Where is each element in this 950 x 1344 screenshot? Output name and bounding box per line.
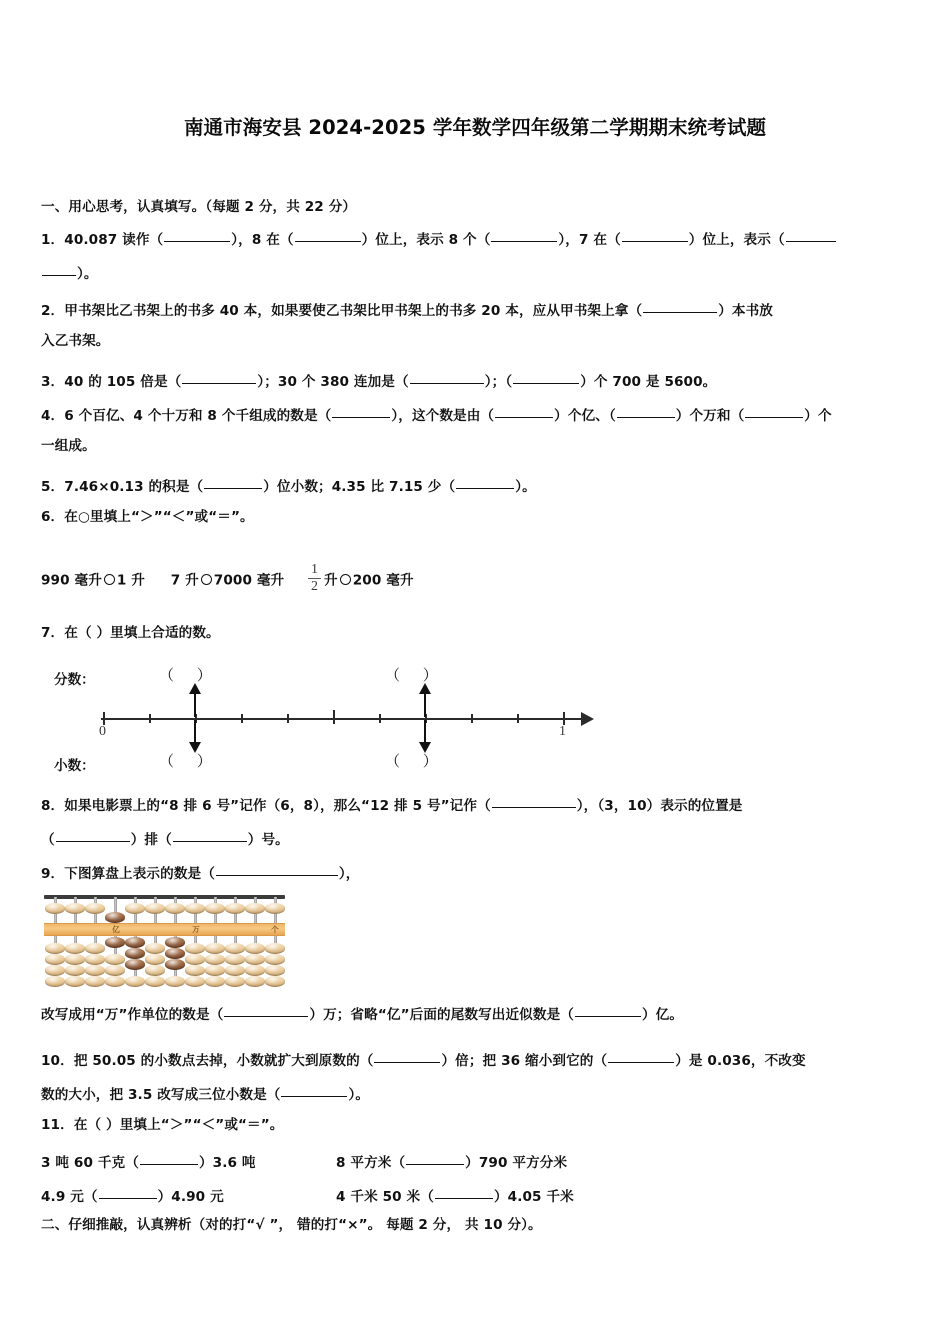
- abacus-upper-bead-7: [165, 903, 185, 914]
- q2-t1: 甲书架比乙书架上的书多 40 本，如果要使乙书架比甲书架上的书多 20 本，应从甲书架上拿（: [64, 302, 643, 319]
- abacus-rest-r8-3: [185, 965, 205, 976]
- q10-t5: ）。: [348, 1086, 370, 1103]
- q8-t4: ）排（: [130, 831, 172, 848]
- q9-t2: ），: [338, 865, 360, 882]
- abacus-rest-r8-4: [185, 976, 205, 987]
- pointer-down-left: [194, 722, 196, 744]
- abacus-rest-r2-2: [65, 954, 85, 965]
- q1-t6: ）。: [77, 265, 98, 282]
- q11-num: 11．: [41, 1117, 74, 1133]
- abacus-rest-r6-1: [145, 943, 165, 954]
- q11-blank-4[interactable]: [435, 1186, 493, 1199]
- abacus-lower-bead-r7-1: [165, 937, 185, 948]
- q1-blank-5[interactable]: [786, 229, 836, 242]
- circle-blank-2[interactable]: [201, 574, 212, 585]
- q10-t4: 数的大小，把 3.5 改写成三位小数是（: [41, 1086, 281, 1103]
- q10-t2: ）倍；把 36 缩小到它的（: [441, 1052, 608, 1069]
- abacus-rest-r2-3: [65, 965, 85, 976]
- q1-t4: ），7 在（: [558, 231, 621, 248]
- number-line-arrowhead-icon: [581, 712, 594, 726]
- decimal-blank-right[interactable]: （ ）: [385, 752, 447, 770]
- abacus-rest-r4-4: [105, 976, 125, 987]
- abacus-rest-r4-2: [105, 954, 125, 965]
- abacus-lower-bead-r7-3: [165, 959, 185, 970]
- section-one-heading: 一、用心思考，认真填写。（每题 2 分，共 22 分）: [41, 199, 357, 215]
- tick-6: [379, 714, 381, 723]
- q10-blank-2[interactable]: [608, 1050, 674, 1063]
- abacus-top-rail: [44, 895, 285, 899]
- pointer-down-left-head-icon: [189, 742, 201, 753]
- q8-t1: 如果电影票上的“8 排 6 号”记作（6，8），那么“12 排 5 号”记作（: [64, 797, 491, 814]
- question-1-line-2: [41, 263, 98, 283]
- abacus-lower-bead-r4-1: [105, 937, 125, 948]
- q6-cmp2-right: 7000 毫升: [213, 572, 285, 589]
- fraction-blank-right[interactable]: （ ）: [385, 666, 447, 684]
- abacus-upper-bead-12: [265, 903, 285, 914]
- question-8-line-2: [41, 829, 289, 849]
- q2-num: 2．: [41, 302, 65, 319]
- question-4-line-1: [41, 405, 832, 425]
- question-10-line-1: [41, 1050, 806, 1070]
- q2-blank-1[interactable]: [643, 300, 717, 313]
- q11-blank-2[interactable]: [406, 1152, 464, 1165]
- q1-num: 1．: [41, 231, 65, 248]
- abacus-rest-r9-4: [205, 976, 225, 987]
- question-11-row-1-col-1: [41, 1152, 256, 1172]
- number-line-figure: [46, 650, 606, 778]
- question-7-prompt: [41, 626, 220, 642]
- q11-r1c1-right: ）3.6 吨: [198, 1154, 256, 1171]
- pointer-down-right: [424, 722, 426, 744]
- abacus-rest-r10-1: [225, 943, 245, 954]
- abacus-upper-bead-2: [65, 903, 85, 914]
- circle-blank-1[interactable]: [104, 574, 115, 585]
- abacus-rest-r11-4: [245, 976, 265, 987]
- abacus-rest-r10-4: [225, 976, 245, 987]
- q1-blank-2[interactable]: [295, 229, 361, 242]
- abacus-rest-r1-3: [45, 965, 65, 976]
- abacus-rest-r2-4: [65, 976, 85, 987]
- section-two-heading: 二、仔细推敲，认真辨析（对的打“√ ”， 错的打“×”。 每题 2 分， 共 10 分）。: [41, 1217, 542, 1233]
- q5-num: 5．: [41, 478, 65, 495]
- question-11-prompt: [41, 1118, 283, 1134]
- axis-start-label: 0: [99, 724, 106, 739]
- q3-t1: 40 的 105 倍是（: [64, 373, 182, 390]
- q10-t3: ）是 0.036，不改变: [675, 1052, 806, 1069]
- q10-blank-3[interactable]: [281, 1084, 347, 1097]
- abacus-label-wan: 万: [192, 925, 200, 934]
- question-3: [41, 371, 716, 391]
- q1-t1: 40.087 读作（: [64, 231, 164, 248]
- abacus-rest-r12-1: [265, 943, 285, 954]
- question-8-line-1: [41, 795, 743, 815]
- pointer-up-left-head-icon: [189, 683, 201, 694]
- q4-t1: 6 个百亿、4 个十万和 8 个千组成的数是（: [64, 407, 332, 424]
- q6-cmp1-right: 1 升: [116, 572, 145, 589]
- pointer-up-right-head-icon: [419, 683, 431, 694]
- q6-cmp3-right: 200 毫升: [352, 572, 414, 589]
- abacus-rest-r7-4: [165, 976, 185, 987]
- q8-blank-1[interactable]: [492, 795, 576, 808]
- abacus-rest-r6-2: [145, 954, 165, 965]
- abacus-rest-r2-1: [65, 943, 85, 954]
- fraction-one-half: [308, 563, 321, 595]
- question-5: [41, 476, 536, 496]
- q6-cmp3-left: 升: [324, 572, 338, 589]
- q11-r2c1-left: 4.9 元（: [41, 1188, 98, 1205]
- abacus-upper-bead-4-active: [105, 912, 125, 923]
- question-10-line-2: [41, 1084, 369, 1104]
- question-9-line-2: [41, 1004, 683, 1024]
- q10-num: 10．: [41, 1052, 74, 1069]
- abacus-upper-bead-11: [245, 903, 265, 914]
- q4-blank-3[interactable]: [617, 405, 675, 418]
- q5-blank-2[interactable]: [456, 476, 514, 489]
- q3-blank-2[interactable]: [410, 371, 484, 384]
- q3-blank-1[interactable]: [182, 371, 256, 384]
- abacus-rest-r10-3: [225, 965, 245, 976]
- abacus-rest-r1-2: [45, 954, 65, 965]
- q11-t1: 在（ ）里填上“＞”“＜”或“＝”。: [73, 1117, 284, 1133]
- axis-end-label: 1: [559, 724, 566, 739]
- q8-blank-2[interactable]: [56, 829, 130, 842]
- q5-t3: ）。: [515, 478, 536, 495]
- q2-t2: ）本书放: [718, 302, 773, 319]
- abacus-rest-r4-3: [105, 965, 125, 976]
- q5-blank-1[interactable]: [204, 476, 262, 489]
- question-4-line-2: 一组成。: [41, 438, 96, 454]
- abacus-rest-r8-2: [185, 954, 205, 965]
- q8-t5: ）号。: [247, 831, 289, 848]
- abacus-upper-bead-3: [85, 903, 105, 914]
- tick-9: [517, 714, 519, 723]
- question-6-comparisons: [41, 563, 414, 595]
- q11-r2c2-left: 4 千米 50 米（: [336, 1188, 434, 1205]
- abacus-rest-r12-4: [265, 976, 285, 987]
- abacus-upper-bead-1: [45, 903, 65, 914]
- abacus-rest-r12-2: [265, 954, 285, 965]
- q8-t3: （: [41, 831, 55, 848]
- abacus-label-yi: 亿: [112, 925, 120, 934]
- question-11-row-2-col-2: [336, 1186, 574, 1206]
- q11-blank-1[interactable]: [140, 1152, 198, 1165]
- q4-t3: ）个亿、（: [554, 407, 616, 424]
- q1-blank-1[interactable]: [164, 229, 230, 242]
- fraction-row-label: 分数：: [54, 672, 95, 688]
- question-9-line-1: [41, 863, 360, 883]
- abacus-upper-bead-6: [145, 903, 165, 914]
- fraction-denominator: 2: [310, 579, 319, 595]
- question-2-line-2: 入乙书架。: [41, 333, 110, 349]
- abacus-lower-bead-r5-2: [125, 948, 145, 959]
- q11-r1c2-left: 8 平方米（: [336, 1154, 406, 1171]
- q1-blank-4[interactable]: [622, 229, 688, 242]
- q8-blank-3[interactable]: [173, 829, 247, 842]
- tick-8: [471, 714, 473, 723]
- q3-num: 3．: [41, 373, 65, 390]
- abacus-rest-r1-4: [45, 976, 65, 987]
- abacus-rest-r8-1: [185, 943, 205, 954]
- q1-t5: ）位上，表示（: [688, 231, 785, 248]
- fraction-blank-left[interactable]: （ ）: [159, 666, 221, 684]
- q3-t2: ）；30 个 380 连加是（: [257, 373, 409, 390]
- abacus-rest-r9-3: [205, 965, 225, 976]
- abacus-upper-bead-10: [225, 903, 245, 914]
- q11-r2c1-right: ）4.90 元: [157, 1188, 224, 1205]
- q4-blank-1[interactable]: [332, 405, 390, 418]
- q11-r1c1-left: 3 吨 60 千克（: [41, 1154, 139, 1171]
- question-6-prompt: [41, 510, 254, 526]
- abacus-rest-r3-1: [85, 943, 105, 954]
- tick-3: [241, 714, 243, 723]
- q5-t1: 7.46×0.13 的积是（: [64, 478, 204, 495]
- q3-t4: ）个 700 是 5600。: [580, 373, 717, 390]
- number-line-axis: [101, 718, 583, 720]
- abacus-beam: [44, 923, 285, 936]
- abacus-rest-r10-2: [225, 954, 245, 965]
- abacus-rest-r9-2: [205, 954, 225, 965]
- q11-r2c2-right: ）4.05 千米: [493, 1188, 574, 1205]
- abacus-rest-r11-1: [245, 943, 265, 954]
- abacus-rest-r6-3: [145, 965, 165, 976]
- abacus-rest-r1-1: [45, 943, 65, 954]
- page-title: 南通市海安县 2024-2025 学年数学四年级第二学期期末统考试题: [183, 116, 767, 139]
- abacus-rest-r5-4: [125, 976, 145, 987]
- question-11-row-1-col-2: [336, 1152, 567, 1172]
- q4-blank-2[interactable]: [495, 405, 553, 418]
- q1-t3: ）位上，表示 8 个（: [361, 231, 491, 248]
- q4-t2: ），这个数是由（: [391, 407, 495, 424]
- abacus-figure: [44, 895, 285, 987]
- abacus-label-ge: 个: [271, 925, 279, 934]
- q1-blank-5-cont[interactable]: [42, 263, 76, 276]
- decimal-blank-left[interactable]: （ ）: [159, 752, 221, 770]
- q4-t4: ）个万和（: [675, 407, 745, 424]
- q10-blank-1[interactable]: [374, 1050, 440, 1063]
- q4-blank-4[interactable]: [745, 405, 803, 418]
- circle-blank-3[interactable]: [340, 574, 351, 585]
- q7-t1: 在（ ）里填上合适的数。: [64, 625, 220, 641]
- q9-t3: 改写成用“万”作单位的数是（: [41, 1006, 224, 1023]
- q11-blank-3[interactable]: [99, 1186, 157, 1199]
- abacus-rest-r3-4: [85, 976, 105, 987]
- q6-cmp2-left: 7 升: [170, 572, 199, 589]
- q3-blank-3[interactable]: [513, 371, 579, 384]
- q4-num: 4．: [41, 407, 65, 424]
- q9-blank-2[interactable]: [224, 1004, 308, 1017]
- abacus-rest-r9-1: [205, 943, 225, 954]
- q3-t3: ）；（: [484, 373, 513, 390]
- abacus-upper-bead-5: [125, 903, 145, 914]
- pointer-down-right-head-icon: [419, 742, 431, 753]
- abacus-rest-r6-4: [145, 976, 165, 987]
- q8-t2: ），（3，10）表示的位置是: [576, 797, 743, 814]
- q4-t5: ）个: [804, 407, 832, 424]
- q5-t2: ）位小数；4.35 比 7.15 少（: [263, 478, 456, 495]
- q7-num: 7．: [41, 625, 65, 641]
- q9-num: 9．: [41, 865, 65, 882]
- q6-t1: 在○里填上“＞”“＜”或“＝”。: [64, 509, 254, 525]
- question-11-row-2-col-1: [41, 1186, 224, 1206]
- q1-t2: ），8 在（: [231, 231, 294, 248]
- question-2-line-1: [41, 300, 773, 320]
- abacus-rest-r11-3: [245, 965, 265, 976]
- q6-num: 6．: [41, 509, 65, 525]
- abacus-rest-r3-2: [85, 954, 105, 965]
- q8-num: 8．: [41, 797, 65, 814]
- abacus-rest-r3-3: [85, 965, 105, 976]
- tick-1: [149, 714, 151, 723]
- q9-blank-1[interactable]: [216, 863, 338, 876]
- abacus-lower-bead-r5-3: [125, 959, 145, 970]
- abacus-upper-bead-9: [205, 903, 225, 914]
- tick-5: [333, 710, 335, 724]
- abacus-rest-r11-2: [245, 954, 265, 965]
- q9-t4: ）万；省略“亿”后面的尾数写出近似数是（: [309, 1006, 574, 1023]
- q9-t1: 下图算盘上表示的数是（: [64, 865, 215, 882]
- fraction-numerator: 1: [308, 563, 321, 579]
- q1-blank-3[interactable]: [491, 229, 557, 242]
- abacus-lower-bead-r5-1: [125, 937, 145, 948]
- q9-blank-3[interactable]: [575, 1004, 641, 1017]
- q11-r1c2-right: ）790 平方分米: [465, 1154, 568, 1171]
- abacus-rest-r12-3: [265, 965, 285, 976]
- q6-cmp1-left: 990 毫升: [41, 572, 102, 589]
- decimal-row-label: 小数：: [54, 758, 95, 774]
- question-1-line-1: [41, 229, 837, 249]
- q9-t5: ）亿。: [641, 1006, 684, 1023]
- q10-t1: 把 50.05 的小数点去掉，小数就扩大到原数的（: [73, 1052, 374, 1069]
- tick-4: [287, 714, 289, 723]
- abacus-upper-bead-8: [185, 903, 205, 914]
- abacus-lower-bead-r7-2: [165, 948, 185, 959]
